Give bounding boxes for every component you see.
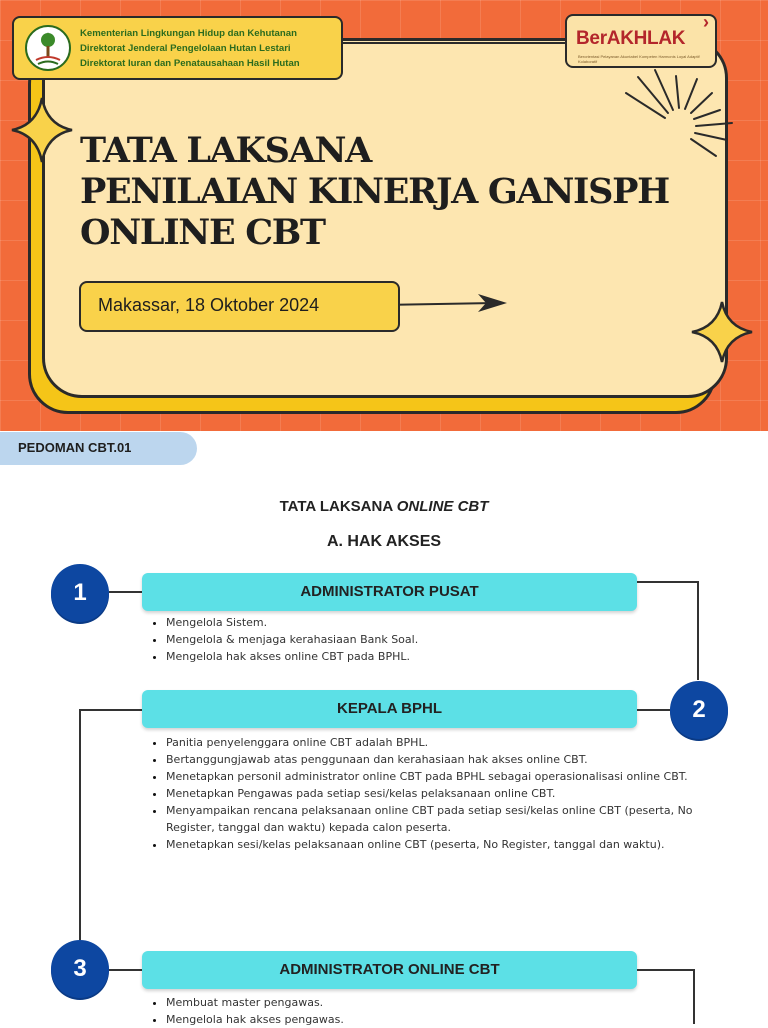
- list-item: • Panitia penyelenggara online CBT adalah BPHL.: [166, 734, 706, 751]
- list-item: • Menetapkan Pengawas pada setiap sesi/kelas pelaksanaan online CBT.: [166, 785, 706, 802]
- section-list: [146, 734, 706, 853]
- step-number: 3: [73, 955, 87, 982]
- title-line: TATA LAKSANA: [80, 130, 372, 171]
- section-heading-bar: [142, 951, 637, 989]
- list-item: • Mengelola Sistem.: [166, 614, 706, 631]
- doc-title-italic: ONLINE CBT: [396, 498, 489, 515]
- section-list: [146, 994, 706, 1028]
- doc-subtitle: A. HAK AKSES: [326, 533, 442, 550]
- section-heading-bar: [142, 690, 637, 728]
- section-heading-bar: [142, 573, 637, 611]
- date-location: Makassar, 18 Oktober 2024: [98, 295, 320, 315]
- pedoman-label: PEDOMAN CBT.01: [18, 440, 132, 455]
- doc-title-main: TATA LAKSANA: [279, 498, 397, 515]
- list-item: • Mengelola hak akses online CBT pada BPHL.: [166, 648, 706, 665]
- list-item: • Menetapkan sesi/kelas pelaksanaan online CBT (peserta, No Register, tanggal dan waktu).: [166, 836, 706, 853]
- section-list: [146, 614, 706, 665]
- ministry-line: Direktorat Iuran dan Penatausahaan Hasil Hutan: [80, 58, 300, 69]
- ministry-line: Kementerian Lingkungan Hidup dan Kehutanan: [80, 28, 297, 39]
- step-number: 1: [73, 579, 87, 606]
- list-item: • Bertanggungjawab atas penggunaan dan kerahasiaan hak akses online CBT.: [166, 751, 706, 768]
- brand-tagline: Berorientasi Pelayanan Akuntabel Kompeten Harmonis Loyal Adaptif Kolaboratif: [578, 54, 700, 64]
- list-item: • Mengelola & menjaga kerahasiaan Bank Soal.: [166, 631, 706, 648]
- ministry-line: Direktorat Jenderal Pengelolaan Hutan Lestari: [80, 43, 291, 54]
- step-number-3: [51, 940, 109, 998]
- step-number-1: [51, 564, 109, 622]
- title-line: ONLINE CBT: [80, 212, 325, 253]
- list-item: • Mengelola hak akses pengawas.: [166, 1011, 706, 1028]
- section-heading: ADMINISTRATOR ONLINE CBT: [279, 961, 500, 978]
- list-item: • Menetapkan personil administrator online CBT pada BPHL sebagai operasionalisasi online CBT.: [166, 768, 706, 785]
- step-number: 2: [692, 696, 706, 723]
- step-number-2: [670, 681, 728, 739]
- chevron-right-icon: ›: [703, 12, 709, 32]
- brand-name: BerAKHLAK: [576, 28, 686, 49]
- section-heading: KEPALA BPHL: [337, 700, 442, 717]
- section-heading: ADMINISTRATOR PUSAT: [300, 583, 479, 600]
- list-item: • Membuat master pengawas.: [166, 994, 706, 1011]
- title-line: PENILAIAN KINERJA GANISPH: [80, 171, 669, 212]
- list-item: • Menyampaikan rencana pelaksanaan online CBT pada setiap sesi/kelas online CBT (peserta, No Register, tanggal dan waktu) kepada calon peserta.: [166, 802, 706, 836]
